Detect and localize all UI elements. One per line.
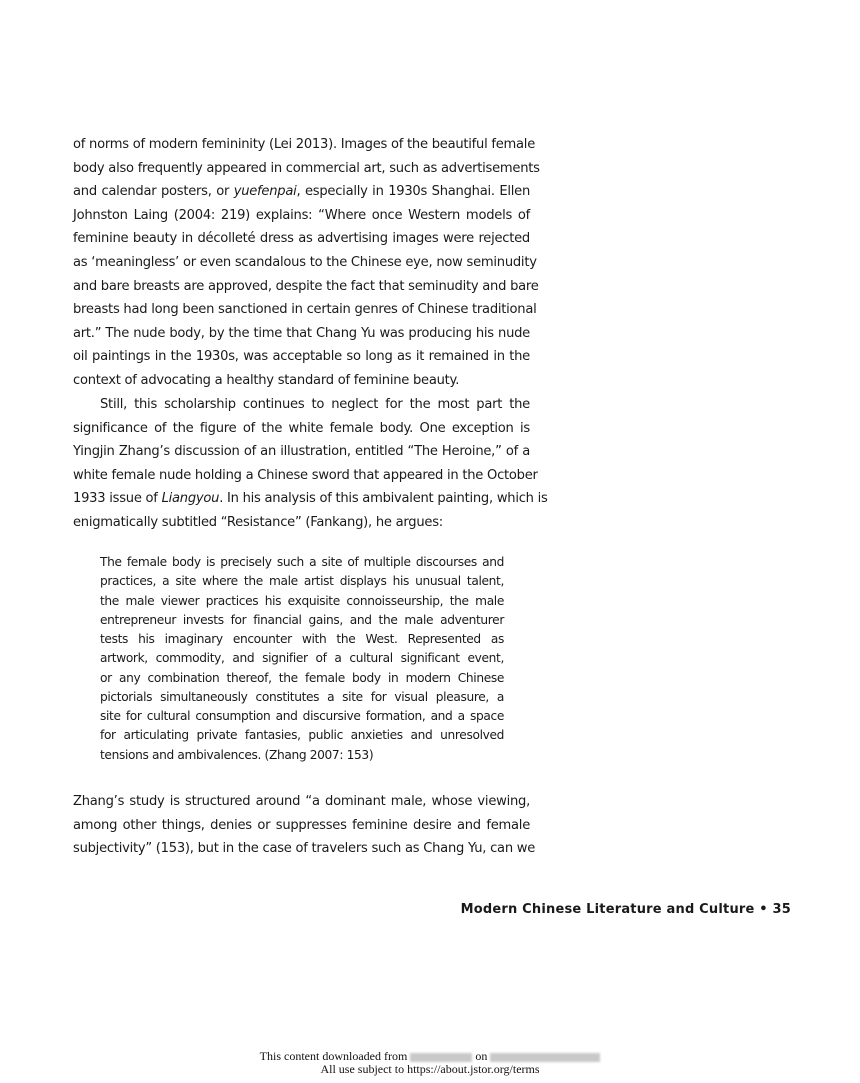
text-line: as ‘meaningless’ or even scandalous to the Chinese eye, now seminudity [73, 254, 537, 270]
text-line: enigmatically subtitled “Resistance” (Fankang), he argues: [73, 514, 443, 530]
text-line: tests his imaginary encounter with the West. Represented as [100, 632, 504, 646]
text-line: body also frequently appeared in commercial art, such as advertisements [73, 160, 540, 176]
redacted-ip [410, 1053, 472, 1062]
text-line: artwork, commodity, and signifier of a cultural significant event, [100, 651, 504, 666]
text-line: The female body is precisely such a site of multiple discourses and [100, 555, 504, 569]
text-span: , especially in 1930s Shanghai. Ellen [296, 184, 530, 200]
text-line: Zhang’s study is structured around “a dominant male, whose viewing, [73, 794, 530, 809]
jstor-terms-line: All use subject to https://about.jstor.org/terms [320, 1062, 540, 1076]
text-line: Johnston Laing (2004: 219) explains: “Where once Western models of [73, 207, 530, 223]
download-text: This content downloaded from [259, 1049, 408, 1063]
text-line: context of advocating a healthy standard of feminine beauty. [73, 372, 460, 388]
text-span: and calendar posters, or [73, 184, 234, 200]
text-line [73, 180, 530, 204]
paragraph-3 [73, 790, 536, 861]
text-line: or any combination thereof, the female body in modern Chinese [100, 670, 504, 685]
text-line: entrepreneur invests for financial gains, and the male adventurer [100, 612, 504, 627]
text-line: tensions and ambivalences. (Zhang 2007: 153) [100, 747, 374, 762]
text-line: of norms of modern femininity (Lei 2013). Images of the beautiful female [73, 137, 536, 152]
text-line: the male viewer practices his exquisite connoisseurship, the male [100, 593, 504, 608]
text-line: for articulating private fantasies, public anxieties and unresolved [100, 728, 504, 743]
italic-term: Liangyou [161, 491, 220, 507]
text-span: . In his analysis of this ambivalent painting, which is [219, 491, 548, 507]
jstor-notice [0, 1050, 860, 1076]
jstor-download-line [0, 1050, 860, 1063]
text-line: art.” The nude body, by the time that Chang Yu was producing his nude [73, 325, 530, 341]
text-line [73, 487, 548, 511]
text-line: pictorials simultaneously constitutes a site for visual pleasure, a [100, 689, 504, 704]
redacted-date [490, 1053, 600, 1062]
text-line: practices, a site where the male artist displays his unusual talent, [100, 574, 504, 589]
text-line: Yingjin Zhang’s discussion of an illustration, entitled “The Heroine,” of a [73, 444, 530, 460]
text-line: feminine beauty in décolleté dress as advertising images were rejected [73, 231, 530, 247]
text-line: breasts had long been sanctioned in certain genres of Chinese traditional [73, 302, 537, 318]
text-line: significance of the figure of the white female body. One exception is [73, 420, 530, 436]
italic-term: yuefenpai [233, 184, 297, 200]
text-line: white female nude holding a Chinese sword that appeared in the October [73, 467, 538, 483]
block-quote [100, 553, 504, 765]
text-line: site for cultural consumption and discursive formation, and a space [100, 709, 504, 723]
text-line: among other things, denies or suppresses feminine desire and female [73, 817, 530, 833]
text-span: 1933 issue of [73, 491, 162, 507]
on-text: on [475, 1049, 488, 1063]
text-line: oil paintings in the 1930s, was acceptable so long as it remained in the [73, 349, 530, 365]
paragraph-1 [73, 133, 540, 393]
running-footer: Modern Chinese Literature and Culture • 35 [460, 902, 791, 917]
paragraph-2 [73, 393, 548, 535]
text-line: and bare breasts are approved, despite the fact that seminudity and bare [73, 278, 539, 294]
text-line: Still, this scholarship continues to neglect for the most part the [100, 397, 530, 412]
text-line: subjectivity” (153), but in the case of travelers such as Chang Yu, can we [73, 841, 536, 857]
